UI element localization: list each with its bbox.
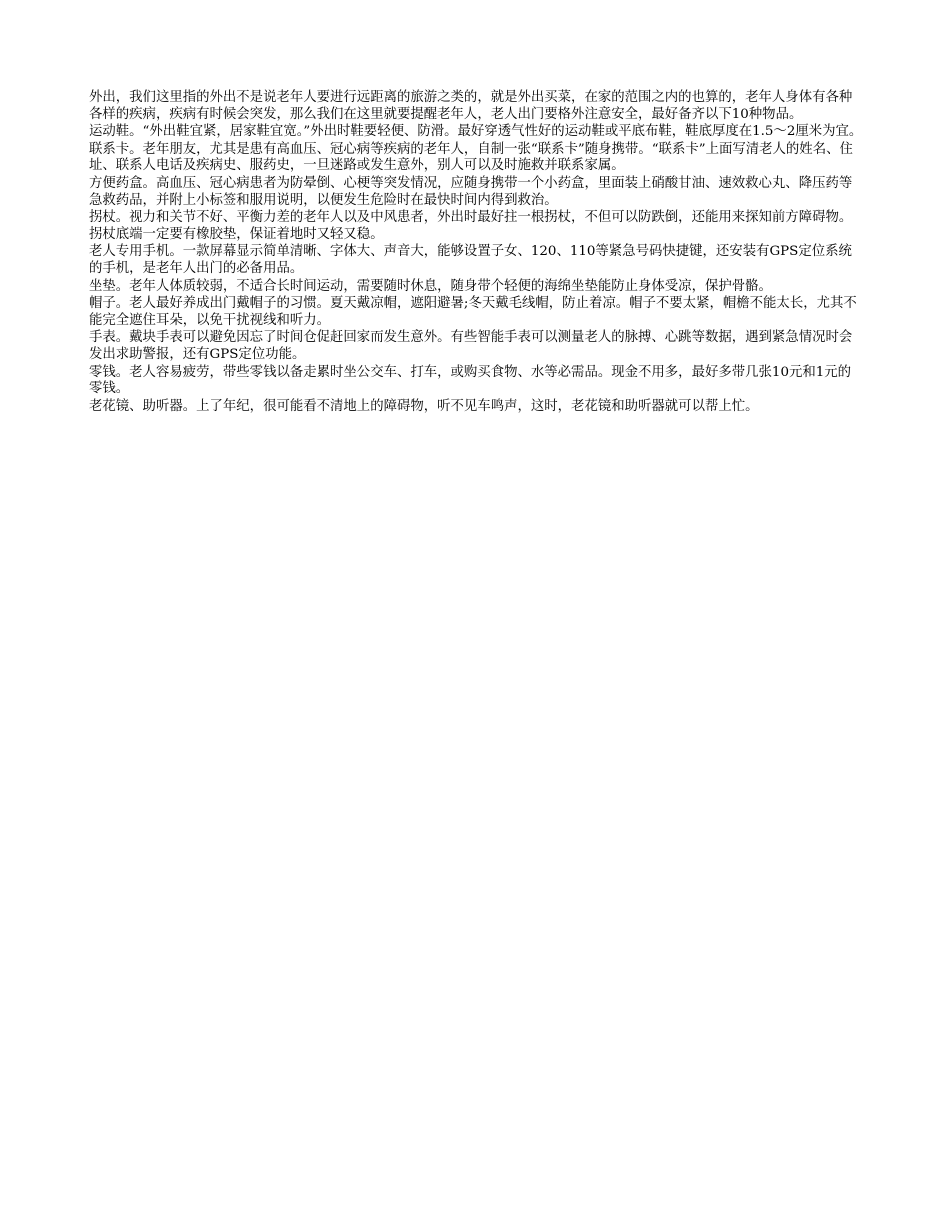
paragraph-glasses-hearing-aid: 老花镜、助听器。上了年纪，很可能看不清地上的障碍物，听不见车鸣声，这时，老花镜和助听器就可以帮上忙。 [89, 398, 759, 414]
document-body [89, 90, 864, 416]
paragraph-contact-card: 联系卡。老年朋友，尤其是患有高血压、冠心病等疾病的老年人，自制一张“联系卡”随身携带。“联系卡”上面写清老人的姓名、住址、联系人电话及疾病史、服药史，一旦迷路或发生意外，别人可以及时施救并联系家属。 [89, 141, 853, 174]
paragraph-intro: 外出，我们这里指的外出不是说老年人要进行远距离的旅游之类的，就是外出买菜，在家的范围之内的也算的，老年人身体有各种各样的疾病，疾病有时候会突发，那么我们在这里就要提醒老年人，老人出门要格外注意安全，最好备齐以下10种物品。 [89, 90, 853, 122]
paragraph-seat-cushion: 坐垫。老年人体质较弱，不适合长时间运动，需要随时休息，随身带个轻便的海绵坐垫能防止身体受凉，保护骨骼。 [89, 278, 772, 294]
paragraph-cane: 拐杖。视力和关节不好、平衡力差的老年人以及中风患者，外出时最好拄一根拐杖，不但可以防跌倒，还能用来探知前方障碍物。拐杖底端一定要有橡胶垫，保证着地时又轻又稳。 [89, 210, 853, 242]
paragraph-senior-phone: 老人专用手机。一款屏幕显示简单清晰、字体大、声音大，能够设置子女、120、110等紧急号码快捷键，还安装有GPS定位系统的手机，是老年人出门的必备用品。 [89, 244, 852, 276]
paragraph-watch: 手表。戴块手表可以避免因忘了时间仓促赶回家而发生意外。有些智能手表可以测量老人的脉搏、心跳等数据，遇到紧急情况时会发出求助警报，还有GPS定位功能。 [89, 330, 853, 362]
paragraph-pill-box: 方便药盒。高血压、冠心病患者为防晕倒、心梗等突发情况，应随身携带一个小药盒，里面装上硝酸甘油、速效救心丸、降压药等急救药品，并附上小标签和服用说明，以便发生危险时在最快时间内得到救治。 [89, 175, 853, 208]
paragraph-small-change: 零钱。老人容易疲劳，带些零钱以备走累时坐公交车、打车，或购买食物、水等必需品。现金不用多，最好多带几张10元和1元的零钱。 [89, 364, 852, 397]
paragraph-sports-shoes: 运动鞋。“外出鞋宜紧，居家鞋宜宽。”外出时鞋要轻便、防滑。最好穿透气性好的运动鞋或平底布鞋，鞋底厚度在1.5～2厘米为宜。 [89, 124, 863, 140]
paragraph-hat: 帽子。老人最好养成出门戴帽子的习惯。夏天戴凉帽，遮阳避暑;冬天戴毛线帽，防止着凉。帽子不要太紧，帽檐不能太长，尤其不能完全遮住耳朵，以免干扰视线和听力。 [89, 296, 857, 328]
